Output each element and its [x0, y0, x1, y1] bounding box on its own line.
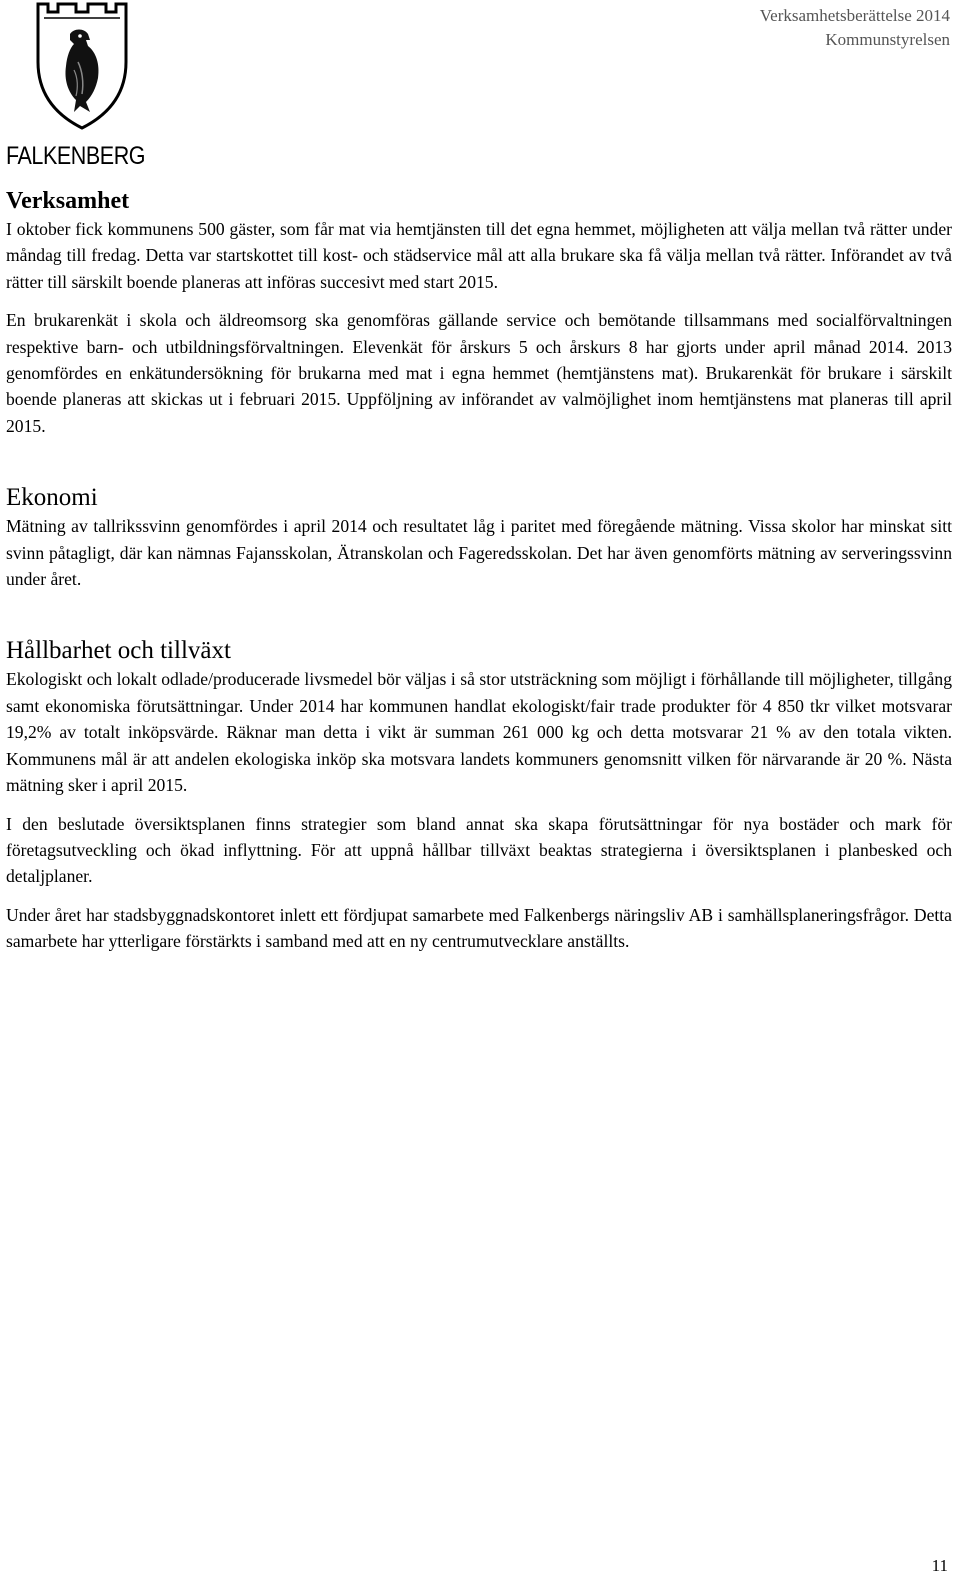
paragraph: I oktober fick kommunens 500 gäster, som får mat via hemtjänsten till det egna hemmet, möjligheten att välja mellan två rätter under måndag till fredag. Detta var startskottet till kost- och städservice mål att alla brukare ska få välja mellan två rätter. Införandet av två rätter till särskilt boende planeras att införas succesivt med start 2015. — [6, 219, 952, 292]
brand-name: FALKENBERG — [6, 142, 146, 170]
document-title: Verksamhetsberättelse 2014 — [759, 6, 950, 25]
section-heading-verksamhet: Verksamhet — [6, 188, 130, 214]
municipality-logo — [6, 0, 156, 175]
page-number: 11 — [931, 1556, 948, 1575]
paragraph: Under året har stadsbyggnadskontoret inlett ett fördjupat samarbete med Falkenbergs näringsliv AB i samhällsplaneringsfrågor. Detta samarbete har ytterligare förstärkts i samband med att en ny centrumutvecklare anställts. — [6, 904, 952, 952]
paragraph: En brukarenkät i skola och äldreomsorg ska genomföras gällande service och bemötande tillsammans med socialförvaltningen respektive barn- och utbildningsförvaltningen. Elevenkät för årskurs 5 och årskurs 8 har gjorts under april månad 2014. 2013 genomfördes en enkätundersökning för brukarna med mat i egna hemmet (hemtjänstens mat). Brukarenkät för brukare i särskilt boende planeras att skickas ut i februari 2015. Uppföljning av införandet av valmöjlighet inom hemtjänstens mat planeras till april 2015. — [6, 310, 952, 436]
document-header — [760, 4, 950, 52]
department-name: Kommunstyrelsen — [825, 30, 950, 49]
document-body — [6, 186, 952, 955]
paragraph: I den beslutade översiktsplanen finns strategier som bland annat ska skapa förutsättningar för nya bostäder och mark för företagsutveckling och ökad inflyttning. För att uppnå hållbar tillväxt beaktas strategierna i översiktsplanen i planbesked och detaljplaner. — [6, 813, 952, 887]
section-heading-ekonomi: Ekonomi — [6, 484, 98, 512]
coat-of-arms-icon — [34, 0, 130, 130]
section-heading-hallbarhet: Hållbarhet och tillväxt — [6, 637, 231, 665]
paragraph: Ekologiskt och lokalt odlade/producerade livsmedel bör väljas i så stor utsträckning som möjligt i förhållande till möjligheter, tillgång samt ekonomiska förutsättningar. Under 2014 har kommunen handlat ekologiskt/fair trade produkter för 4 850 tkr vilket motsvarar 19,2% av totalt inköpsvärde. Räknar man detta i vikt är summan 261 000 kg och detta motsvarar 21 % av den totala vikten. Kommunens mål är att andelen ekologiska inköp ska motsvara landets kommuners genomsnitt vilken för närvarande är 20 %. Nästa mätning sker i april 2015. — [6, 669, 952, 796]
paragraph: Mätning av tallrikssvinn genomfördes i april 2014 och resultatet låg i paritet med föregående mätning. Vissa skolor har minskat sitt svinn påtagligt, där kan nämnas Fajansskolan, Ätranskolan och Fageredsskolan. Det har även genomförts mätning av serveringssvinn under året. — [6, 516, 952, 590]
